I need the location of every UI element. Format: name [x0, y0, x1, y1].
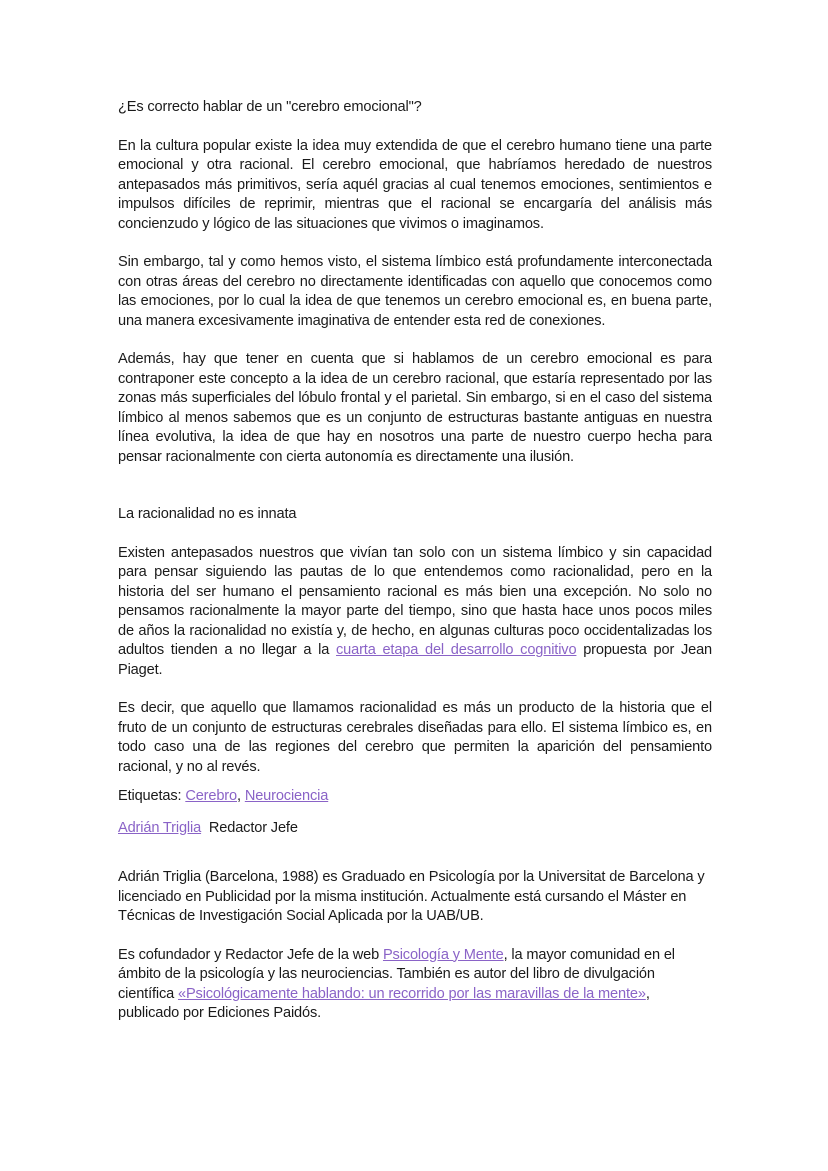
tag-link-neurociencia[interactable]: Neurociencia: [244, 788, 329, 804]
section-spacer: [118, 486, 712, 505]
section-heading-cerebro-emocional: ¿Es correcto hablar de un "cerebro emocional"?: [118, 99, 422, 115]
section-heading-racionalidad: La racionalidad no es innata: [118, 506, 297, 522]
paragraph: En la cultura popular existe la idea muy extendida de que el cerebro humano tiene una parte emocional y otra racional. El cerebro emocional, que habríamos heredado de nuestros antepasados más primitivos, sería aquél gracias al cual tenemos emociones, sentimientos e impulsos difíciles de reprimir, mientras que el racional se encargaría del análisis más concienzudo y lógico de las situaciones que vivimos o imaginamos.: [118, 137, 712, 232]
article-body: [118, 98, 712, 1043]
paragraph: Además, hay que tener en cuenta que si hablamos de un cerebro emocional es para contraponer este concepto a la idea de un cerebro racional, que estaría representado por las zonas más superficiales del lóbulo frontal y el parietal. Sin embargo, si en el caso del sistema límbico al menos sabemos que es un conjunto de estructuras bastante antiguas en nuestra línea evolutiva, la idea de que hay en nosotros una parte de nuestro cuerpo hecha para pensar racionalmente con cierta autonomía es directamente una ilusión.: [118, 351, 712, 465]
author-role: Redactor Jefe: [208, 819, 298, 836]
bio-text: Es cofundador y Redactor Jefe de la web: [118, 946, 383, 963]
link-book-title[interactable]: «Psicológicamente hablando: un recorrido por las maravillas de la mente»: [178, 985, 646, 1002]
link-psicologia-y-mente[interactable]: Psicología y Mente: [382, 946, 504, 963]
tags-label: Etiquetas:: [118, 788, 186, 804]
paragraph-text: propuesta por Jean Piaget.: [118, 642, 713, 678]
bio-text: , publicado por Ediciones Paidós.: [118, 985, 650, 1021]
link-cuarta-etapa[interactable]: cuarta etapa del desarrollo cognitivo: [336, 642, 577, 658]
paragraph: Es decir, que aquello que llamamos racionalidad es más un producto de la historia que el fruto de un conjunto de estructuras cerebrales diseñadas para ello. El sistema límbico es, en todo caso una de las regiones del cerebro que permiten la aparición del pensamiento racional, y no al revés.: [118, 700, 712, 775]
author-bio-with-links: [118, 946, 712, 1024]
paragraph-with-link: [118, 544, 712, 681]
author-line: [118, 819, 712, 839]
author-name-link[interactable]: Adrián Triglia: [118, 819, 202, 836]
paragraph: Sin embargo, tal y como hemos visto, el sistema límbico está profundamente interconectada con otras áreas del cerebro no directamente identificadas con aquello que conocemos como las emociones, por lo cual la idea de que tenemos un cerebro emocional es, en buena parte, una manera excesivamente imaginativa de entender esta red de conexiones.: [118, 254, 712, 329]
tag-link-cerebro[interactable]: Cerebro: [185, 788, 237, 804]
tags-line: [118, 787, 712, 807]
author-bio: Adrián Triglia (Barcelona, 1988) es Graduado en Psicología por la Universitat de Barcelona y licenciado en Publicidad por la misma institución. Actualmente está cursando el Máster en Técnicas de Investigación Social Aplicada por la UAB/UB.: [118, 869, 705, 924]
bio-text: , la mayor comunidad en el ámbito de la psicología y las neurociencias. También es autor del libro de divulgación científica: [118, 946, 675, 1002]
tags-separator: ,: [237, 788, 245, 804]
paragraph-text: Existen antepasados nuestros que vivían tan solo con un sistema límbico y sin capacidad para pensar siguiendo las pautas de lo que entendemos como racionalidad, pero en la historia del ser humano el pensamiento racional es más bien una excepción. No solo no pensamos racionalmente la mayor parte del tiempo, sino que hasta hace unos pocos miles de años la racionalidad no existía y, de hecho, en algunas culturas poco occidentalizadas los adultos tienden a no llegar a la: [118, 544, 712, 658]
